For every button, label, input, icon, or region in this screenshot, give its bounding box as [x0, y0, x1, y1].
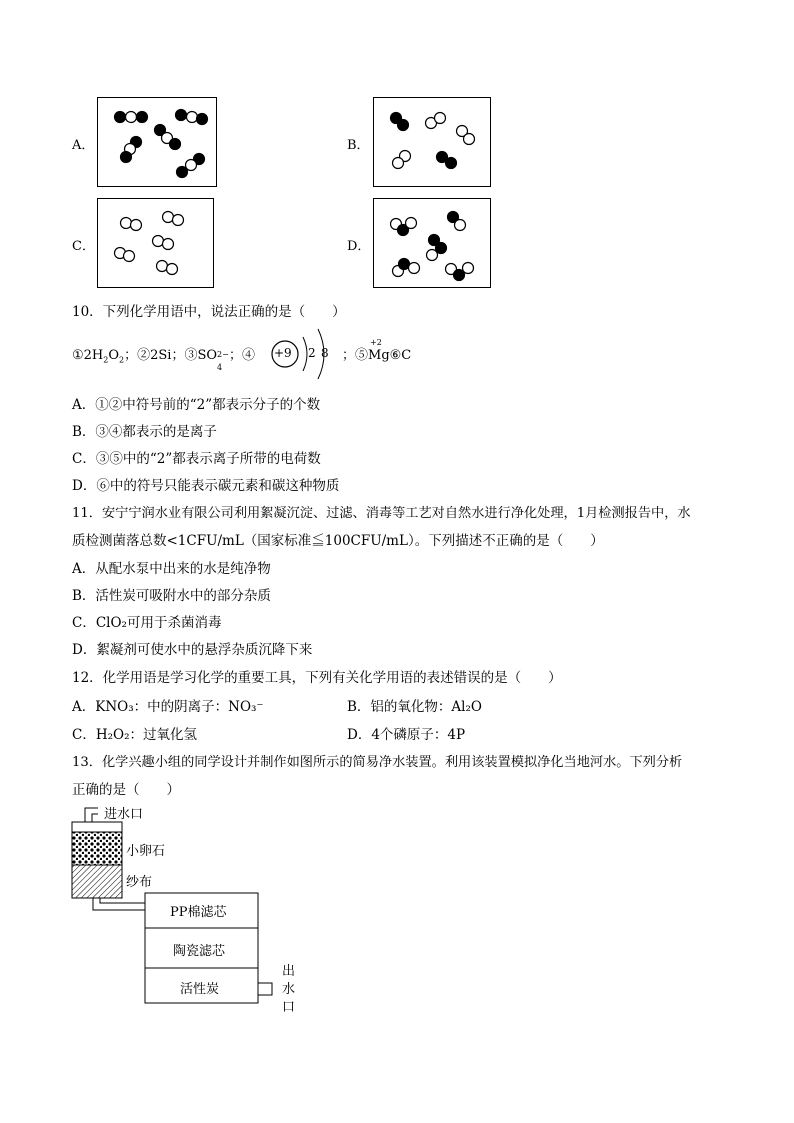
q10-option-a: A．①②中符号前的“2”都表示分子的个数: [72, 397, 321, 413]
q13-purifier-diagram: [60, 800, 320, 1015]
q11-option-a: A．从配水泵中出来的水是纯净物: [72, 561, 271, 577]
q12-option-d: D．4个磷原子：4P: [347, 727, 466, 743]
q13-label-pebbles: 小卵石: [126, 844, 166, 859]
q11-option-d: D．絮凝剂可使水中的悬浮杂质沉降下来: [72, 642, 313, 658]
q13-label-inlet: 进水口: [104, 807, 144, 822]
q13-stem-line1: 13．化学兴趣小组的同学设计并制作如图所示的简易净水装置。利用该装置模拟净化当地河水。下列分析: [72, 755, 683, 770]
q10-option-b: B．③④都表示的是离子: [72, 424, 217, 440]
q9-label-b: B．: [347, 138, 370, 153]
q11-option-b: B．活性炭可吸附水中的部分杂质: [72, 588, 271, 604]
q10-expression-tail: ；⑤ +2 Mg⑥C: [342, 338, 412, 363]
q9-label-a: A．: [72, 138, 95, 153]
q9-molecules-b: [374, 98, 490, 186]
q9-box-c: [97, 198, 214, 288]
q13-stem-line2: 正确的是（ ）: [72, 782, 180, 798]
q10-shell2: 8: [321, 346, 329, 360]
q10-option-c: C．③⑤中的“2”都表示离子所带的电荷数: [72, 451, 321, 467]
q9-box-d: [373, 198, 491, 288]
q11-stem-line1: 11．安宁宁润水业有限公司利用絮凝沉淀、过滤、消毒等工艺对自然水进行净化处理，1月检测报告中，水: [72, 506, 691, 521]
q10-option-d: D．⑥中的符号只能表示碳元素和碳这种物质: [72, 478, 340, 494]
q9-box-b: [373, 97, 491, 187]
q10-expression: $①2H_2O_2$；②2Si；③SO 2− 4 ；④: [72, 348, 256, 372]
q13-label-pp: PP棉滤芯: [170, 905, 227, 920]
q9-molecules-c: [98, 199, 213, 287]
q9-label-c: C．: [72, 239, 95, 254]
q12-option-c: C．H₂O₂：过氧化氢: [72, 727, 197, 743]
q11-stem-line2: 质检测菌落总数<1CFU/mL（国家标准≦100CFU/mL）。下列描述不正确的是（ ）: [72, 533, 604, 549]
q13-label-ceramic: 陶瓷滤芯: [173, 944, 226, 959]
q13-label-carbon: 活性炭: [180, 982, 220, 997]
q13-label-outlet-2: 水: [282, 982, 296, 997]
q10-stem: 10．下列化学用语中，说法正确的是（ ）: [72, 304, 346, 320]
q13-label-outlet-1: 出: [282, 964, 296, 979]
q13-label-outlet-3: 口: [282, 1000, 296, 1015]
q12-option-a: A．KNO₃：中的阴离子：NO₃⁻: [72, 699, 264, 715]
q9-molecules-d: [374, 199, 490, 287]
q12-stem: 12．化学用语是学习化学的重要工具，下列有关化学用语的表述错误的是（ ）: [72, 670, 562, 686]
q12-option-b: B．铝的氧化物：Al₂O: [347, 699, 482, 715]
q9-box-a: [97, 97, 217, 187]
q9-label-d: D．: [347, 239, 371, 254]
q10-shell1: 2: [308, 346, 316, 360]
q10-nucleus: +9: [274, 346, 292, 360]
q11-option-c: C．ClO₂可用于杀菌消毒: [72, 615, 222, 631]
q9-molecules-a: [98, 98, 216, 186]
q10-atom-diagram: [268, 327, 340, 381]
q13-label-gauze: 纱布: [126, 875, 153, 890]
